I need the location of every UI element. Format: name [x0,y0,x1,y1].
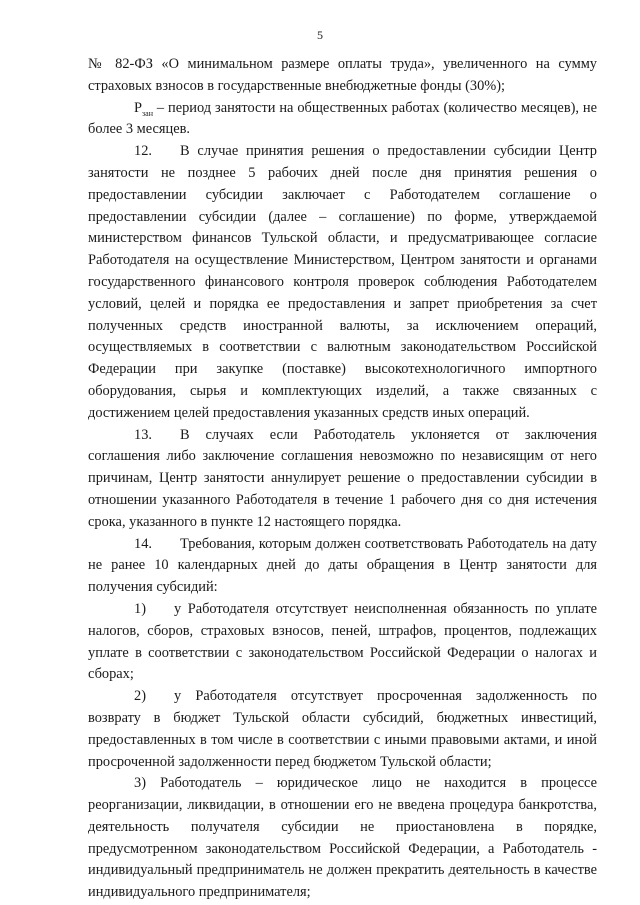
paragraph-number: 13. [134,426,152,443]
paragraph-13 [88,425,597,534]
list-item-1 [88,599,597,686]
page-number: 5 [317,28,323,42]
list-item-number: 3) [134,775,146,792]
list-item-number: 2) [134,688,146,705]
list-item-3 [88,773,597,904]
paragraph-text: Требования, которым должен соответствовать Работодатель на дату не ранее 10 календарных дней до даты обращения в Центр занятости для получения субсидий: [88,535,597,596]
symbol: Р [134,99,143,116]
paragraph-text: В случаях если Работодатель уклоняется от заключения соглашения либо заключение соглашения невозможно по независящим от него причинам, Центр занятости аннулирует решение о предоставлении субсидии в отношении указанного Работодателя в течение 1 рабочего дня со дня истечения срока, указанного в пункте 12 настоящего порядка. [88,426,597,530]
paragraph-intro [88,54,597,98]
paragraph-text: № 82-ФЗ «О минимальном размере оплаты труда», увеличенного на сумму страховых взносов в государственные внебюджетные фонды (30%); [88,56,597,94]
list-item-text: Работодатель – юридическое лицо не находится в процессе реорганизации, ликвидации, в отношении его не введена процедура банкротства, деятельность получателя субсидии не приостановлена в порядке, предусмотренном законодательством Российской Федерации, а Работодатель - индивидуальный предприниматель не должен прекратить деятельность в качестве индивидуального предпринимателя; [88,775,597,901]
paragraph-text: – период занятости на общественных работах (количество месяцев), не более 3 месяцев. [88,99,597,138]
symbol-subscript: зан [142,108,154,118]
paragraph-12 [88,141,597,424]
paragraph-number: 12. [134,143,152,160]
list-item-text: у Работодателя отсутствует просроченная задолженность по возврату в бюджет Тульской области субсидий, бюджетных инвестиций, предоставленных в том числе в соответствии с иными правовыми актами, и иной просроченной задолженности перед бюджетом Тульской области; [88,688,597,770]
paragraph-number: 14. [134,535,152,552]
paragraph-14 [88,534,597,599]
list-item-text: у Работодателя отсутствует неисполненная обязанность по уплате налогов, сборов, страховых взносов, пеней, штрафов, процентов, подлежащих уплате в соответствии с законодательством Российской Федерации о налогах и сборах; [88,600,597,683]
document-body [88,54,597,904]
paragraph-rzan [88,98,597,142]
list-item-2 [88,686,597,773]
paragraph-text: В случае принятия решения о предоставлении субсидии Центр занятости не позднее 5 рабочих дней после дня принятия решения о предоставлении субсидии заключает с Работодателем соглашение о предоставлении субсидии (далее – соглашение) по форме, утверждаемой министерством финансов Тульской области, и предусматривающее согласие Работодателя на осуществление Министерством, Центром занятости и органами государственного финансового контроля проверок соблюдения Работодателем условий, целей и порядка ее предоставления и запрет приобретения за счет полученных средств иностранной валюты, за исключением операций, осуществляемых в соответствии с валютным законодательством Российской Федерации при закупке (поставке) высокотехнологичного импортного оборудования, сырья и комплектующих изделий, а также связанных с достижением целей предоставления указанных средств иных операций. [88,143,597,421]
list-item-number: 1) [134,600,146,617]
